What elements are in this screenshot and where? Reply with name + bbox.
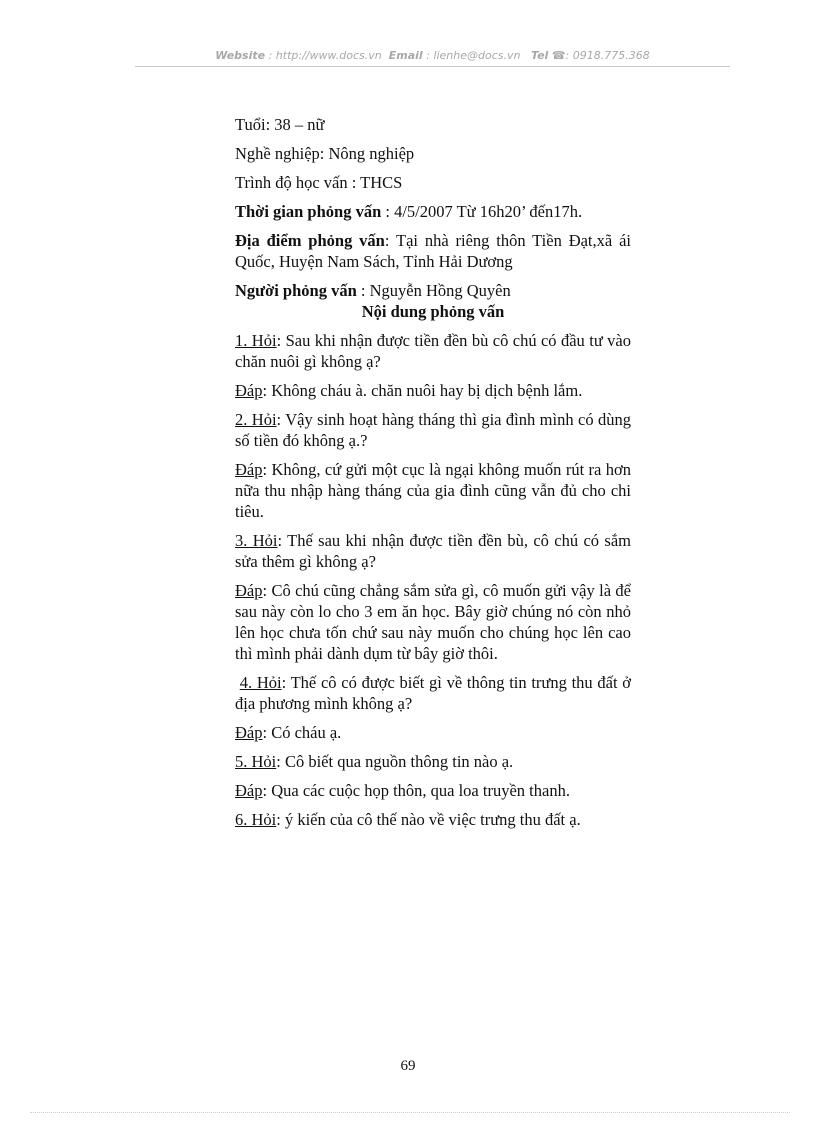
qa-item [235,330,631,372]
qa-item [235,409,631,451]
interviewer-line [235,280,631,301]
qa-text: : ý kiến của cô thế nào về việc trưng thu đất ạ. [276,810,581,829]
section-title: Nội dung phỏng vấn [361,302,505,321]
website-label: Website [215,49,266,62]
tel-value: ☎: 0918.775.368 [551,49,650,62]
qa-item [235,722,631,743]
place-label: Địa điểm phỏng vấn [235,231,385,250]
qa-label: 3. Hỏi [235,531,278,550]
qa-item [235,672,631,714]
qa-text: : Không cháu à. chăn nuôi hay bị dịch bệnh lắm. [262,381,583,400]
tel-label: Tel [530,49,549,62]
qa-item [235,809,631,830]
footer-divider [30,1112,790,1113]
qa-item [235,459,631,522]
email-value: : lienhe@docs.vn [426,49,521,62]
qa-item [235,780,631,801]
interviewer-value: : Nguyễn Hồng Quyên [356,281,511,300]
qa-text: : Sau khi nhận được tiền đền bù cô chú có đầu tư vào chăn nuôi gì không ạ? [235,331,632,371]
qa-label: 6. Hỏi [235,810,277,829]
qa-text: : Thế sau khi nhận được tiền đền bù, cô chú có sắm sửa thêm gì không ạ? [235,531,632,571]
qa-label: Đáp [235,581,263,600]
job-line: Nghề nghiệp: Nông nghiệp [235,144,415,163]
qa-text: : Không, cứ gửi một cục là ngại không muốn rút ra hơn nữa thu nhập hàng tháng của gia đình cũng vẫn đủ cho chi tiêu. [235,460,631,521]
qa-item [235,580,631,664]
document-body [235,114,631,838]
qa-item [235,751,631,772]
qa-text: : Cô chú cũng chẳng sắm sửa gì, cô muốn gửi vậy là để sau này còn lo cho 3 em ăn học. Bây giờ chúng nó còn nhỏ lên học chưa tốn chứ sau này muốn cho chúng học lên cao thì mình phải dành dụm từ bây giờ thôi. [235,581,631,663]
qa-item [235,530,631,572]
qa-label: 1. Hỏi [235,331,277,350]
qa-label: Đáp [235,381,263,400]
website-url: : http://www.docs.vn [268,49,382,62]
qa-label: 4. Hỏi [239,673,282,692]
qa-label: Đáp [235,723,263,742]
qa-text: : Thế cô có được biết gì về thông tin trưng thu đất ở địa phương mình không ạ? [235,673,632,713]
qa-item [235,380,631,401]
interviewer-label: Người phỏng vấn [235,281,357,300]
place-value: : Tại nhà riêng thôn Tiền Đạt,xã ái Quốc, Huyện Nam Sách, Tỉnh Hải Dương [235,231,631,271]
qa-label: 5. Hỏi [235,752,277,771]
qa-label: 2. Hỏi [235,410,277,429]
qa-label: Đáp [235,460,263,479]
time-value: : 4/5/2007 Từ 16h20’ đến17h. [381,202,583,221]
time-label: Thời gian phỏng vấn [235,202,382,221]
qa-text: : Cô biết qua nguồn thông tin nào ạ. [276,752,514,771]
qa-text: : Vậy sinh hoạt hàng tháng thì gia đình mình có dùng số tiền đó không ạ.? [235,410,631,450]
qa-text: : Có cháu ạ. [262,723,342,742]
interview-place [235,230,631,272]
page-header [135,46,730,67]
age-line: Tuổi: 38 – nữ [235,115,325,134]
page-number: 69 [400,1058,416,1074]
interview-time [235,201,631,222]
qa-text: : Qua các cuộc họp thôn, qua loa truyền thanh. [262,781,570,800]
email-label: Email [388,49,423,62]
education-line: Trình độ học vấn : THCS [235,173,403,192]
qa-label: Đáp [235,781,263,800]
